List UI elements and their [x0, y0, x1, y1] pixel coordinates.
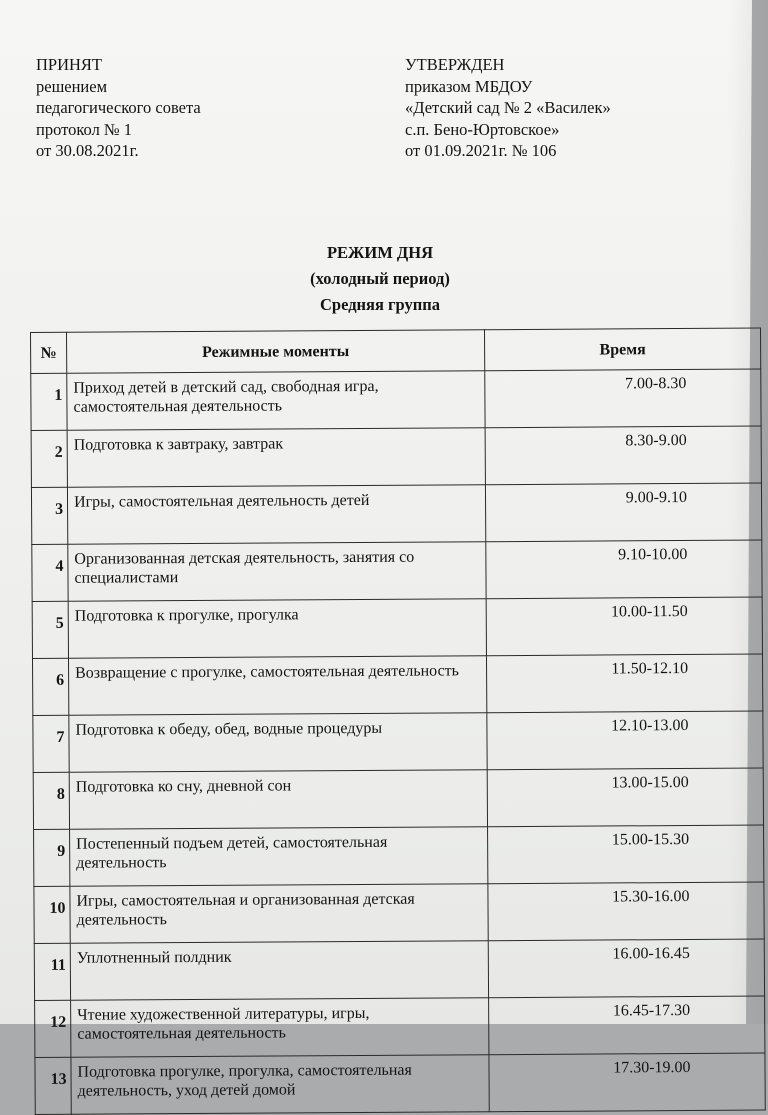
row-time: 15.30-16.00 [488, 882, 764, 941]
table-row [34, 825, 764, 886]
header-num: № [31, 332, 67, 373]
approved-heading: УТВЕРЖДЕН [405, 55, 505, 74]
table-row [32, 540, 762, 601]
row-activity: Подготовка к обеду, обед, водные процедуры [69, 713, 487, 773]
row-num: 7 [33, 715, 69, 772]
row-time: 7.00-8.30 [485, 369, 761, 428]
table-row [32, 654, 762, 715]
row-activity: Возвращение с прогулке, самостоятельная деятельность [68, 656, 486, 716]
row-num: 3 [31, 487, 67, 544]
row-time: 15.00-15.30 [488, 825, 764, 884]
row-activity: Подготовка к завтраку, завтрак [67, 428, 485, 488]
row-activity: Подготовка ко сну, дневной сон [69, 770, 487, 830]
accepted-date: от 30.08.2021г. [36, 141, 139, 160]
accepted-protocol: протокол № 1 [36, 119, 133, 139]
table-row [32, 597, 762, 658]
row-time: 17.30-19.00 [489, 1053, 765, 1112]
document-title [180, 240, 580, 318]
row-num: 5 [32, 601, 68, 658]
table-row [31, 369, 761, 430]
approved-block [405, 54, 611, 162]
row-activity: Игры, самостоятельная и организованная детская деятельность [70, 884, 488, 944]
row-time: 16.00-16.45 [488, 939, 764, 998]
table-header-row [31, 328, 761, 373]
row-num: 11 [34, 943, 70, 1000]
schedule-table [30, 328, 766, 1115]
row-num: 9 [34, 829, 70, 886]
approved-line: с.п. Бено-Юртовское» [405, 119, 560, 139]
row-activity: Организованная детская деятельность, занятия со специалистами [68, 542, 486, 602]
row-activity: Подготовка к прогулке, прогулка [68, 599, 486, 659]
table-row [33, 711, 763, 772]
table-row [33, 768, 763, 829]
approved-line: приказом МБДОУ [405, 76, 533, 96]
row-activity: Постепенный подъем детей, самостоятельная деятельность [70, 827, 488, 887]
accepted-line: педагогического совета [36, 98, 201, 117]
accepted-heading: ПРИНЯТ [36, 55, 103, 74]
row-time: 9.10-10.00 [486, 540, 762, 599]
table-row [34, 939, 764, 1000]
row-num: 6 [32, 658, 68, 715]
row-time: 9.00-9.10 [485, 483, 761, 542]
row-num: 2 [31, 430, 67, 487]
row-num: 8 [33, 772, 69, 829]
row-num: 10 [34, 886, 70, 943]
row-time: 10.00-11.50 [486, 597, 762, 656]
title-main: РЕЖИМ ДНЯ [326, 243, 434, 262]
table-row [35, 996, 765, 1057]
table-row [34, 882, 764, 943]
table-row [31, 426, 761, 487]
header-time: Время [484, 328, 760, 371]
accepted-line: решением [36, 76, 108, 96]
row-num: 1 [31, 373, 67, 430]
title-group: Средняя группа [320, 295, 440, 314]
row-activity: Уплотненный полдник [70, 941, 488, 1001]
approved-line: «Детский сад № 2 «Василек» [405, 98, 611, 117]
row-num: 12 [35, 1000, 71, 1057]
row-time: 11.50-12.10 [486, 654, 762, 713]
row-time: 13.00-15.00 [487, 768, 763, 827]
row-num: 4 [32, 544, 68, 601]
row-num: 13 [35, 1057, 71, 1114]
title-period: (холодный период) [310, 269, 450, 288]
row-activity: Приход детей в детский сад, свободная игра, самостоятельная деятельность [67, 371, 485, 431]
table-row [31, 483, 761, 544]
row-activity: Подготовка прогулке, прогулка, самостоятельная деятельность, уход детей домой [71, 1055, 489, 1115]
row-time: 12.10-13.00 [487, 711, 763, 770]
header-activity: Режимные моменты [67, 330, 485, 374]
approved-date: от 01.09.2021г. № 106 [405, 141, 557, 160]
accepted-block [36, 54, 201, 162]
row-time: 16.45-17.30 [489, 996, 765, 1055]
table-row [35, 1053, 765, 1114]
row-activity: Чтение художественной литературы, игры, самостоятельная деятельность [71, 998, 489, 1058]
row-time: 8.30-9.00 [485, 426, 761, 485]
row-activity: Игры, самостоятельная деятельность детей [67, 485, 485, 545]
